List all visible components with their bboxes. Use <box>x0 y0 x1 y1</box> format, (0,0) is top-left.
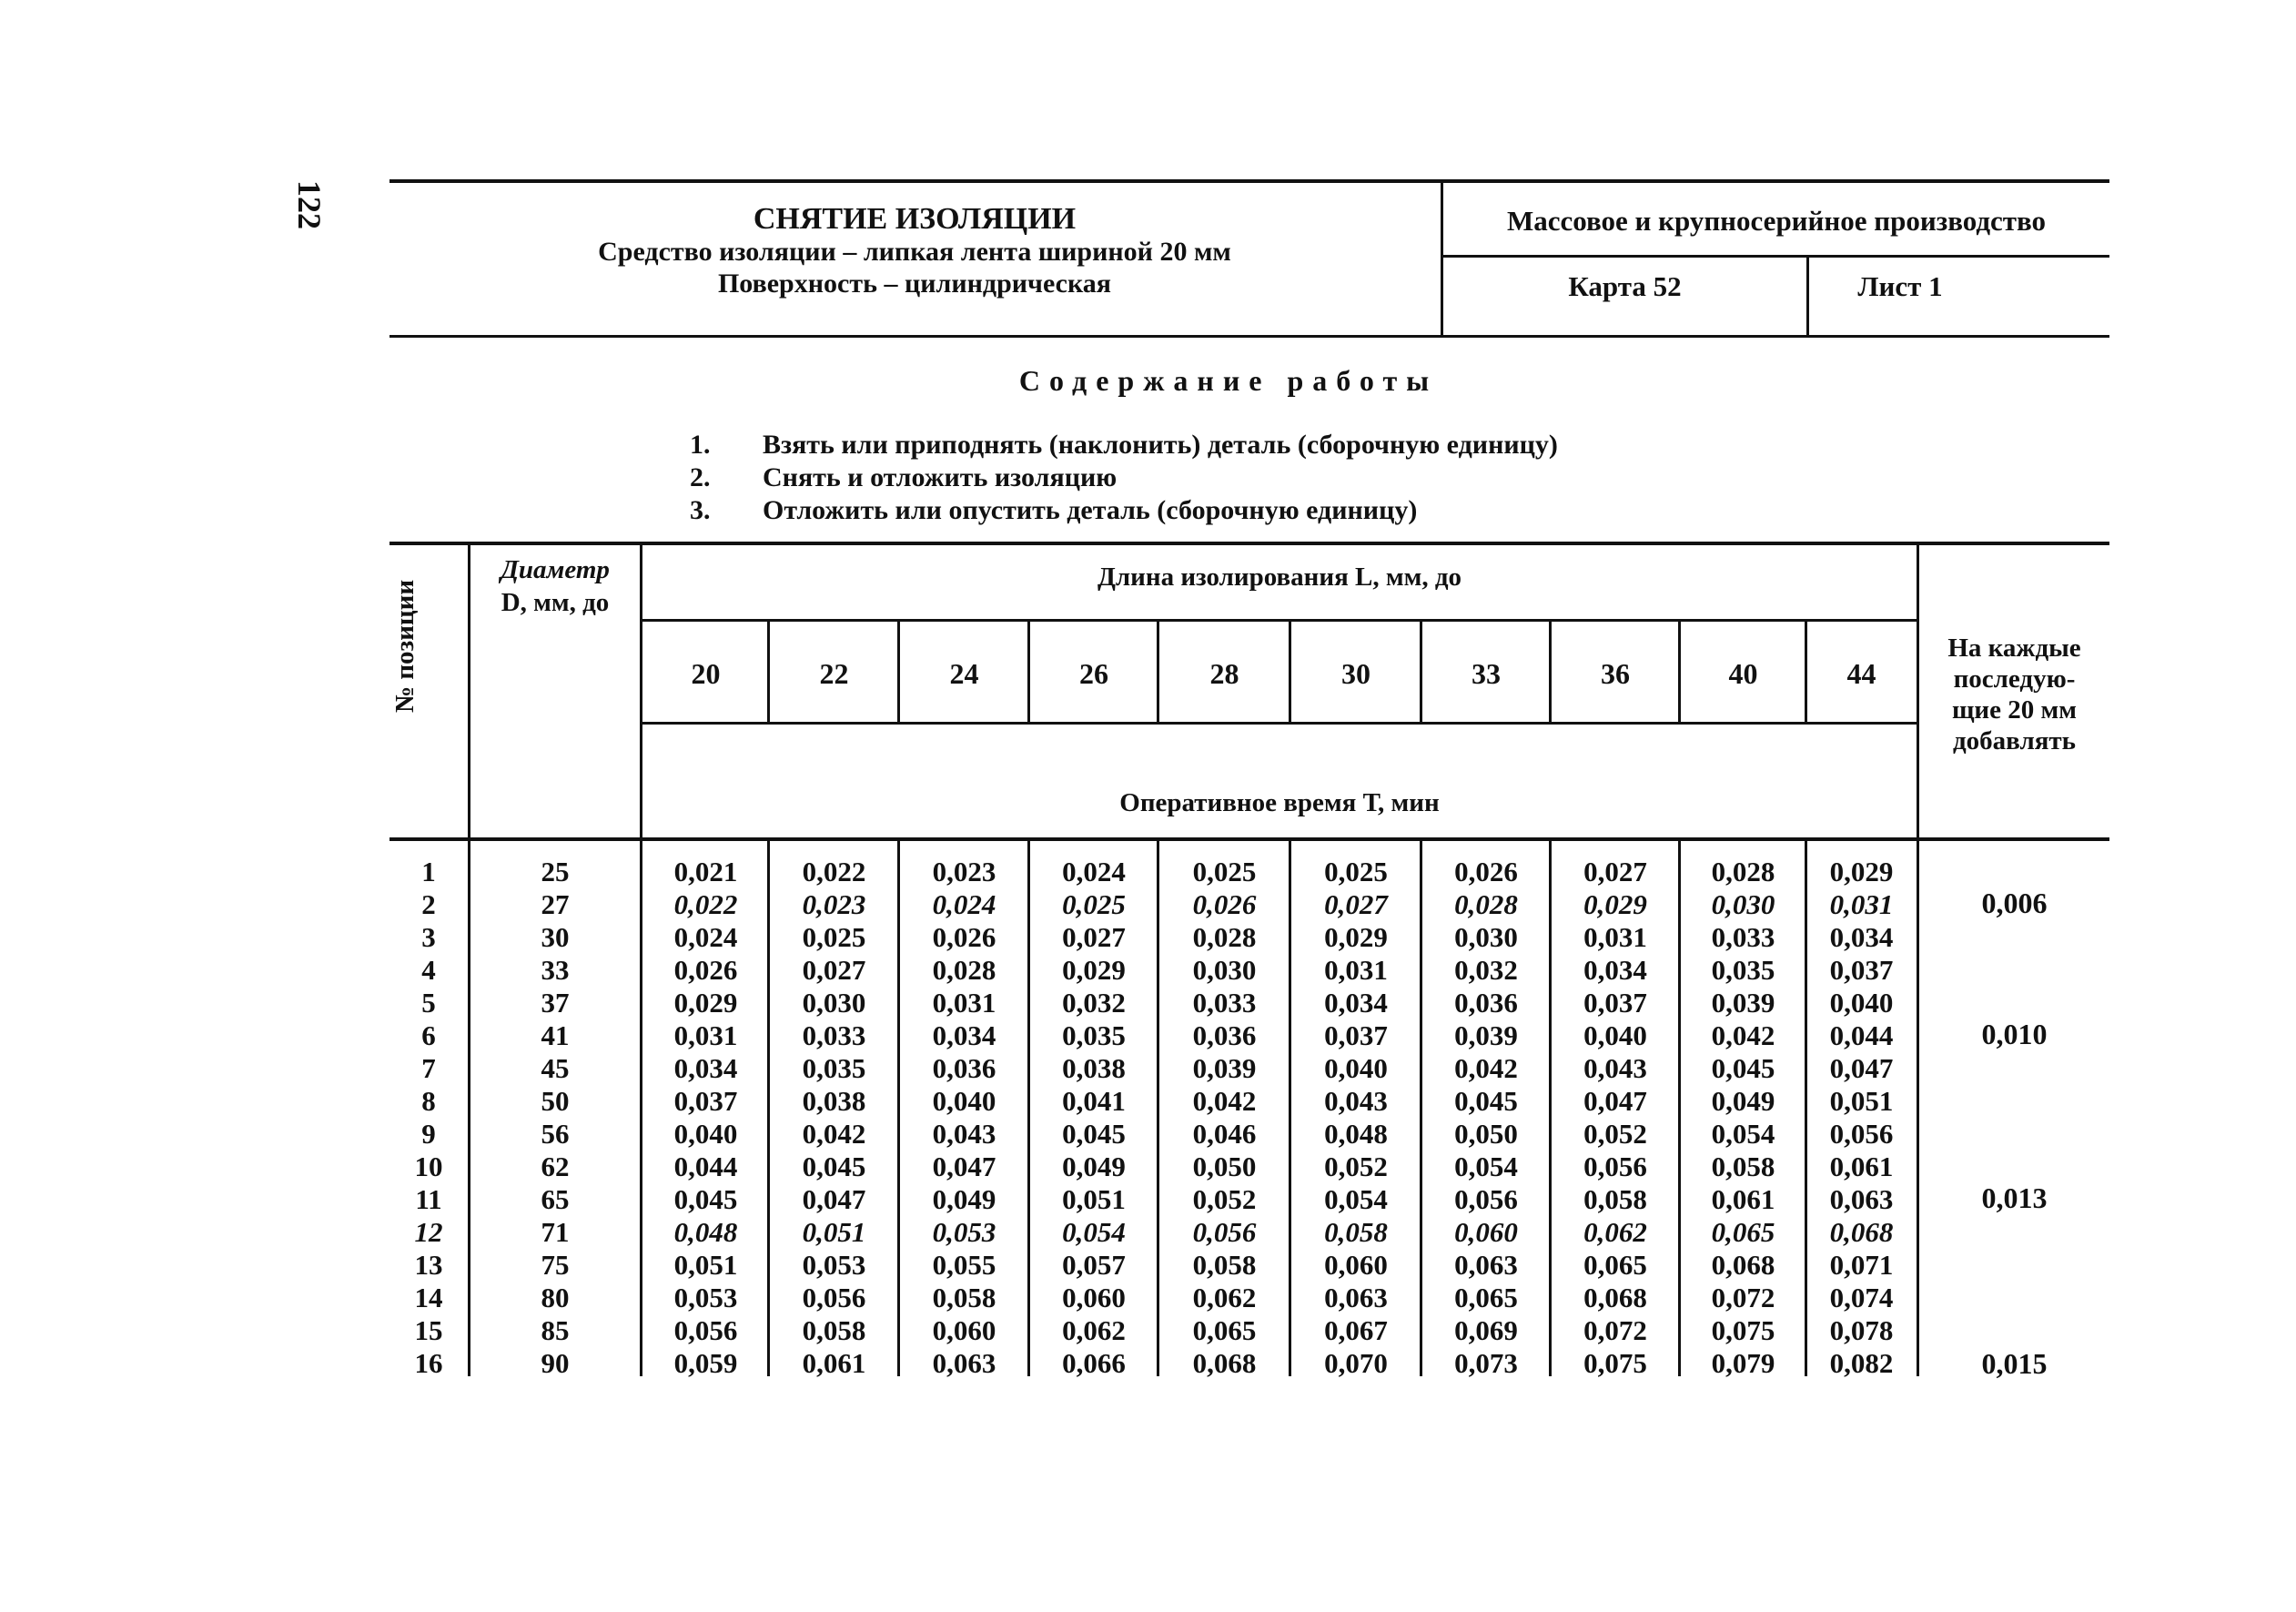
length-40-header: 40 <box>1728 657 1758 690</box>
position-number: 13 <box>414 1249 443 1281</box>
table-header-rule <box>389 837 2109 841</box>
time-cell: 0,047 <box>1583 1085 1647 1117</box>
time-cell: 0,043 <box>932 1118 996 1150</box>
header-subtitle-2: Поверхность – цилиндрическая <box>717 269 1112 299</box>
time-cell: 0,054 <box>1711 1118 1775 1150</box>
time-cell: 0,024 <box>673 921 738 953</box>
time-cell: 0,022 <box>673 888 738 920</box>
time-cell: 0,034 <box>1324 987 1388 1019</box>
diameter-value: 50 <box>541 1085 570 1117</box>
time-cell: 0,053 <box>932 1216 996 1248</box>
time-cell: 0,059 <box>673 1347 738 1379</box>
time-cell: 0,047 <box>932 1151 996 1182</box>
length-20-header: 20 <box>691 657 721 690</box>
header-bottom-rule <box>389 335 2109 338</box>
add-header-line: щие 20 мм <box>1951 695 2078 725</box>
time-cell: 0,029 <box>1583 888 1647 920</box>
length-col-border <box>1027 620 1030 724</box>
diameter-value: 33 <box>541 954 570 986</box>
time-cell: 0,058 <box>1324 1216 1388 1248</box>
time-cell: 0,031 <box>932 987 996 1019</box>
time-cell: 0,051 <box>1062 1183 1126 1215</box>
position-number: 8 <box>421 1085 436 1117</box>
time-cell: 0,042 <box>1711 1019 1775 1051</box>
time-cell: 0,052 <box>1583 1118 1647 1150</box>
time-cell: 0,037 <box>1324 1019 1388 1051</box>
time-cell: 0,033 <box>1192 987 1257 1019</box>
length-header-rule <box>640 619 1917 622</box>
time-cell: 0,035 <box>802 1052 866 1084</box>
time-cell: 0,060 <box>1062 1282 1126 1313</box>
time-cell: 0,054 <box>1324 1183 1388 1215</box>
length-30-header: 30 <box>1341 657 1371 690</box>
time-cell: 0,045 <box>1454 1085 1518 1117</box>
step-text: Отложить или опустить деталь (сборочную единицу) <box>763 495 1418 525</box>
diameter-value: 41 <box>541 1019 570 1051</box>
length-44-header: 44 <box>1846 657 1876 690</box>
addition-value: 0,006 <box>1981 887 2048 919</box>
position-number: 5 <box>421 987 436 1019</box>
time-cell: 0,068 <box>1829 1216 1894 1248</box>
production-type: Массовое и крупносерийное производство <box>1506 205 2047 237</box>
time-cell: 0,037 <box>1583 987 1647 1019</box>
time-cell: 0,049 <box>1711 1085 1775 1117</box>
time-cell: 0,035 <box>1711 954 1775 986</box>
time-cell: 0,027 <box>1062 921 1126 953</box>
time-cell: 0,045 <box>1062 1118 1126 1150</box>
time-cell: 0,041 <box>1062 1085 1126 1117</box>
diameter-header-line2: D, мм, до <box>501 588 610 617</box>
header-divider <box>1441 179 1443 337</box>
time-cell: 0,072 <box>1711 1282 1775 1313</box>
length-col-border <box>767 620 770 724</box>
time-cell: 0,031 <box>1829 888 1894 920</box>
table-top-rule <box>389 542 2109 545</box>
time-cell: 0,062 <box>1192 1282 1257 1313</box>
time-cell: 0,026 <box>932 921 996 953</box>
time-cell: 0,026 <box>1192 888 1257 920</box>
work-content-title: Содержание работы <box>1018 364 1439 397</box>
time-cell: 0,027 <box>802 954 866 986</box>
time-cell: 0,079 <box>1711 1347 1775 1379</box>
time-cell: 0,056 <box>1829 1118 1894 1150</box>
time-cell: 0,055 <box>932 1249 996 1281</box>
length-24-header: 24 <box>949 657 979 690</box>
position-number: 14 <box>414 1282 443 1313</box>
step-number: 3. <box>690 495 711 525</box>
time-cell: 0,063 <box>1829 1183 1894 1215</box>
time-cell: 0,071 <box>1829 1249 1894 1281</box>
time-cell: 0,048 <box>1324 1118 1388 1150</box>
time-cell: 0,040 <box>1583 1019 1647 1051</box>
time-cell: 0,075 <box>1583 1347 1647 1379</box>
time-cell: 0,065 <box>1583 1249 1647 1281</box>
time-cell: 0,050 <box>1454 1118 1518 1150</box>
time-cell: 0,054 <box>1062 1216 1126 1248</box>
time-cell: 0,026 <box>1454 856 1518 887</box>
position-number: 16 <box>414 1347 443 1379</box>
time-cell: 0,065 <box>1711 1216 1775 1248</box>
time-cell: 0,029 <box>1062 954 1126 986</box>
time-cell: 0,038 <box>802 1085 866 1117</box>
position-number: 11 <box>415 1183 442 1215</box>
time-cell: 0,063 <box>932 1347 996 1379</box>
time-cell: 0,050 <box>1192 1151 1257 1182</box>
time-cell: 0,037 <box>673 1085 738 1117</box>
time-cell: 0,029 <box>673 987 738 1019</box>
time-cell: 0,029 <box>1829 856 1894 887</box>
time-cell: 0,047 <box>802 1183 866 1215</box>
time-cell: 0,047 <box>1829 1052 1894 1084</box>
time-cell: 0,037 <box>1829 954 1894 986</box>
time-cell: 0,066 <box>1062 1347 1126 1379</box>
sheet-number: Лист 1 <box>1857 270 1943 302</box>
time-cell: 0,063 <box>1324 1282 1388 1313</box>
position-number: 6 <box>421 1019 436 1051</box>
time-cell: 0,043 <box>1324 1085 1388 1117</box>
time-cell: 0,028 <box>1711 856 1775 887</box>
time-cell: 0,036 <box>932 1052 996 1084</box>
time-cell: 0,061 <box>1829 1151 1894 1182</box>
time-cell: 0,061 <box>1711 1183 1775 1215</box>
time-cell: 0,044 <box>1829 1019 1894 1051</box>
time-cell: 0,028 <box>1454 888 1518 920</box>
time-cell: 0,045 <box>802 1151 866 1182</box>
diameter-value: 71 <box>541 1216 570 1248</box>
position-number: 2 <box>421 888 436 920</box>
time-cell: 0,030 <box>1454 921 1518 953</box>
length-26-header: 26 <box>1079 657 1108 690</box>
time-cell: 0,034 <box>1583 954 1647 986</box>
time-cell: 0,067 <box>1324 1314 1388 1346</box>
time-cell: 0,040 <box>1829 987 1894 1019</box>
diameter-value: 30 <box>541 921 570 953</box>
length-col-border <box>897 620 900 724</box>
time-cell: 0,073 <box>1454 1347 1518 1379</box>
step-text: Взять или приподнять (наклонить) деталь (сборочную единицу) <box>763 430 1558 460</box>
length-22-header: 22 <box>819 657 849 690</box>
position-number: 1 <box>421 856 436 887</box>
step-1 <box>690 430 1782 462</box>
time-cell: 0,032 <box>1454 954 1518 986</box>
time-cell: 0,025 <box>1192 856 1257 887</box>
length-col-border <box>1549 620 1552 724</box>
time-cell: 0,069 <box>1454 1314 1518 1346</box>
time-cell: 0,022 <box>802 856 866 887</box>
time-cell: 0,039 <box>1454 1019 1518 1051</box>
time-cell: 0,052 <box>1324 1151 1388 1182</box>
diameter-value: 37 <box>541 987 570 1019</box>
time-cell: 0,021 <box>673 856 738 887</box>
time-cell: 0,075 <box>1711 1314 1775 1346</box>
time-cell: 0,023 <box>802 888 866 920</box>
time-cell: 0,070 <box>1324 1347 1388 1379</box>
time-cell: 0,056 <box>802 1282 866 1313</box>
header-title: СНЯТИЕ ИЗОЛЯЦИИ <box>753 202 1077 236</box>
time-cell: 0,060 <box>1454 1216 1518 1248</box>
time-cell: 0,034 <box>673 1052 738 1084</box>
time-cell: 0,060 <box>932 1314 996 1346</box>
time-cell: 0,046 <box>1192 1118 1257 1150</box>
step-3 <box>690 495 1782 528</box>
time-cell: 0,062 <box>1583 1216 1647 1248</box>
length-col-border <box>1289 620 1291 724</box>
time-cell: 0,061 <box>802 1347 866 1379</box>
position-number: 12 <box>414 1216 443 1248</box>
time-cell: 0,068 <box>1192 1347 1257 1379</box>
length-col-border <box>1805 620 1807 724</box>
time-cell: 0,062 <box>1062 1314 1126 1346</box>
time-cell: 0,024 <box>932 888 996 920</box>
time-cell: 0,068 <box>1583 1282 1647 1313</box>
time-cell: 0,065 <box>1454 1282 1518 1313</box>
header-top-rule <box>389 179 2109 183</box>
time-cell: 0,082 <box>1829 1347 1894 1379</box>
time-cell: 0,053 <box>673 1282 738 1313</box>
diameter-value: 56 <box>541 1118 570 1150</box>
time-cell: 0,043 <box>1583 1052 1647 1084</box>
time-cell: 0,044 <box>673 1151 738 1182</box>
time-cell: 0,031 <box>1324 954 1388 986</box>
time-cell: 0,040 <box>1324 1052 1388 1084</box>
time-cell: 0,052 <box>1192 1183 1257 1215</box>
time-cell: 0,034 <box>1829 921 1894 953</box>
time-cell: 0,039 <box>1711 987 1775 1019</box>
time-cell: 0,045 <box>673 1183 738 1215</box>
time-cell: 0,025 <box>1062 888 1126 920</box>
position-number: 7 <box>421 1052 436 1084</box>
time-cell: 0,049 <box>1062 1151 1126 1182</box>
diameter-value: 75 <box>541 1249 570 1281</box>
lengths-row-rule <box>640 722 1917 725</box>
time-cell: 0,034 <box>932 1019 996 1051</box>
addition-value: 0,013 <box>1981 1181 2048 1214</box>
time-cell: 0,033 <box>802 1019 866 1051</box>
time-cell: 0,023 <box>932 856 996 887</box>
diameter-value: 85 <box>541 1314 570 1346</box>
time-cell: 0,048 <box>673 1216 738 1248</box>
time-cell: 0,030 <box>802 987 866 1019</box>
time-cell: 0,042 <box>1192 1085 1257 1117</box>
position-number: 4 <box>421 954 436 986</box>
step-2 <box>690 462 1782 495</box>
time-cell: 0,051 <box>1829 1085 1894 1117</box>
time-cell: 0,025 <box>1324 856 1388 887</box>
diameter-value: 80 <box>541 1282 570 1313</box>
time-cell: 0,040 <box>673 1118 738 1150</box>
time-cell: 0,040 <box>932 1085 996 1117</box>
card-number: Карта 52 <box>1568 270 1682 302</box>
length-28-header: 28 <box>1209 657 1239 690</box>
length-col-border <box>1678 620 1681 724</box>
diameter-value: 62 <box>541 1151 570 1182</box>
length-33-header: 33 <box>1472 657 1501 690</box>
time-cell: 0,027 <box>1324 888 1388 920</box>
time-cell: 0,051 <box>673 1249 738 1281</box>
time-cell: 0,036 <box>1454 987 1518 1019</box>
time-cell: 0,054 <box>1454 1151 1518 1182</box>
time-cell: 0,031 <box>1583 921 1647 953</box>
time-cell: 0,056 <box>1583 1151 1647 1182</box>
time-cell: 0,027 <box>1583 856 1647 887</box>
header-subtitle-1: Средство изоляции – липкая лента шириной 20 мм <box>598 237 1231 267</box>
position-header: № позиции <box>390 579 420 714</box>
time-cell: 0,051 <box>802 1216 866 1248</box>
time-cell: 0,025 <box>802 921 866 953</box>
time-cell: 0,053 <box>802 1249 866 1281</box>
add-header <box>1919 633 2109 756</box>
time-cell: 0,036 <box>1192 1019 1257 1051</box>
time-cell: 0,074 <box>1829 1282 1894 1313</box>
time-cell: 0,045 <box>1711 1052 1775 1084</box>
position-number: 15 <box>414 1314 443 1346</box>
position-number: 3 <box>421 921 436 953</box>
add-header-line: последую- <box>1953 664 2076 694</box>
length-col-border <box>1420 620 1422 724</box>
time-cell: 0,030 <box>1192 954 1257 986</box>
time-cell: 0,072 <box>1583 1314 1647 1346</box>
time-cell: 0,039 <box>1192 1052 1257 1084</box>
time-cell: 0,031 <box>673 1019 738 1051</box>
time-cell: 0,028 <box>932 954 996 986</box>
add-header-line: На каждые <box>1947 634 2081 663</box>
time-cell: 0,065 <box>1192 1314 1257 1346</box>
time-cell: 0,035 <box>1062 1019 1126 1051</box>
position-number: 9 <box>421 1118 436 1150</box>
diameter-value: 25 <box>541 856 570 887</box>
time-header: Оперативное время Т, мин <box>1119 788 1440 817</box>
time-cell: 0,030 <box>1711 888 1775 920</box>
time-cell: 0,049 <box>932 1183 996 1215</box>
add-header-line: добавлять <box>1953 726 2076 755</box>
position-number: 10 <box>414 1151 443 1182</box>
time-cell: 0,057 <box>1062 1249 1126 1281</box>
time-cell: 0,056 <box>1192 1216 1257 1248</box>
step-text: Снять и отложить изоляцию <box>763 462 1118 492</box>
time-cell: 0,038 <box>1062 1052 1126 1084</box>
length-36-header: 36 <box>1601 657 1630 690</box>
time-cell: 0,028 <box>1192 921 1257 953</box>
diameter-value: 45 <box>541 1052 570 1084</box>
time-cell: 0,068 <box>1711 1249 1775 1281</box>
time-cell: 0,056 <box>673 1314 738 1346</box>
time-cell: 0,026 <box>673 954 738 986</box>
time-cell: 0,058 <box>932 1282 996 1313</box>
diameter-header-line1: Диаметр <box>501 555 610 584</box>
diameter-value: 65 <box>541 1183 570 1215</box>
length-col-border <box>1157 620 1159 724</box>
time-cell: 0,058 <box>1583 1183 1647 1215</box>
time-cell: 0,033 <box>1711 921 1775 953</box>
time-cell: 0,078 <box>1829 1314 1894 1346</box>
diameter-value: 27 <box>541 888 570 920</box>
header-mid-rule <box>1441 255 2109 258</box>
time-cell: 0,060 <box>1324 1249 1388 1281</box>
step-number: 2. <box>690 462 711 492</box>
page-number: 122 <box>291 180 328 229</box>
time-cell: 0,032 <box>1062 987 1126 1019</box>
time-cell: 0,058 <box>1192 1249 1257 1281</box>
time-cell: 0,024 <box>1062 856 1126 887</box>
time-cell: 0,042 <box>1454 1052 1518 1084</box>
diameter-value: 90 <box>541 1347 570 1379</box>
length-header: Длина изолирования L, мм, до <box>1097 563 1462 592</box>
time-cell: 0,063 <box>1454 1249 1518 1281</box>
time-cell: 0,056 <box>1454 1183 1518 1215</box>
addition-value: 0,010 <box>1981 1018 2048 1050</box>
time-cell: 0,042 <box>802 1118 866 1150</box>
step-number: 1. <box>690 430 711 460</box>
time-cell: 0,058 <box>802 1314 866 1346</box>
time-cell: 0,029 <box>1324 921 1388 953</box>
time-cell: 0,058 <box>1711 1151 1775 1182</box>
addition-value: 0,015 <box>1981 1347 2048 1380</box>
